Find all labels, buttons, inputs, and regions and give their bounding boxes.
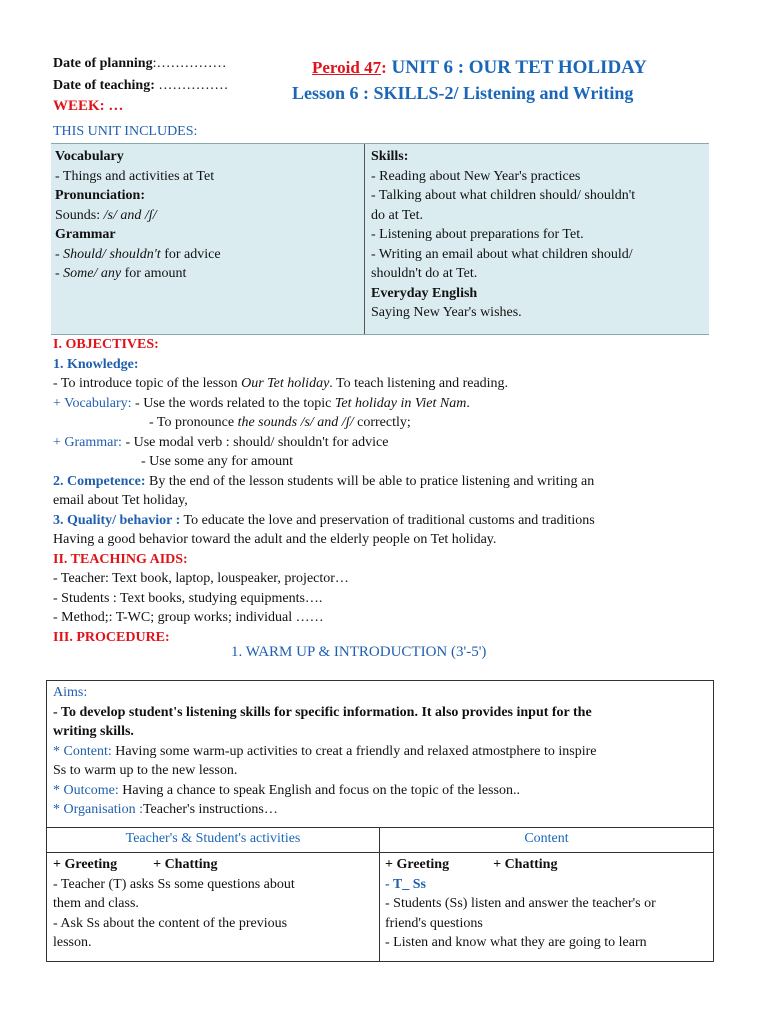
- t-ss-label: - T_ Ss: [385, 876, 426, 892]
- teaching-aid-item: - Method;: T-WC; group works; individual ……: [53, 610, 324, 625]
- competence-line-1: [53, 472, 713, 492]
- competence-line-2: email about Tet holiday,: [53, 493, 188, 508]
- knowledge-italic: Our Tet holiday: [241, 376, 330, 391]
- grammar-item-2-italic: Some/ any: [63, 266, 122, 281]
- organisation-label: * Organisation :: [53, 802, 143, 817]
- skills-line: - Talking about what children should/ shouldn't: [371, 188, 636, 203]
- week-label: WEEK: …: [53, 98, 124, 114]
- greeting-chatting-row: [53, 855, 375, 875]
- teaching-aids-heading: II. TEACHING AIDS:: [53, 551, 188, 567]
- col-header-content: Content: [524, 831, 569, 846]
- aims-label: Aims:: [53, 685, 88, 700]
- quality-label: 3. Quality/ behavior :: [53, 512, 181, 528]
- competence-text: By the end of the lesson students will be able to pratice listening and writing an: [145, 473, 595, 489]
- grammar-item-1-prefix: -: [55, 246, 64, 262]
- quality-text: To educate the love and preservation of traditional customs and traditions: [180, 512, 595, 528]
- activity-line: - Teacher (T) asks Ss some questions about: [53, 876, 295, 892]
- teaching-aid-item: - Students : Text books, studying equipments….: [53, 590, 323, 606]
- knowledge-line: [53, 374, 713, 394]
- quality-line-1: [53, 511, 713, 531]
- procedure-heading: III. PROCEDURE:: [53, 629, 170, 645]
- sounds-line: [55, 206, 361, 226]
- grammar-item-2: [55, 264, 361, 284]
- content-line-1: [53, 742, 707, 762]
- sounds-value: /s/ and /ʃ/: [103, 207, 157, 223]
- period-label: Peroid 47: [312, 58, 382, 77]
- date-planning-value: :……………: [152, 56, 227, 71]
- grammar-label: Grammar: [55, 227, 116, 242]
- vocab-label: + Vocabulary:: [53, 395, 132, 411]
- vocab-line-1-italic: Tet holiday in Viet Nam: [334, 395, 467, 411]
- activity-line: - Ask Ss about the content of the previous: [53, 915, 288, 931]
- knowledge-heading: 1. Knowledge:: [53, 356, 139, 372]
- unit-title: UNIT 6 : OUR TET HOLIDAY: [386, 57, 647, 78]
- teaching-aid-item: - Teacher: Text book, laptop, louspeaker, projector…: [53, 571, 349, 586]
- grammar-item-1-rest: for advice: [160, 246, 221, 262]
- skills-line: - Writing an email about what children should/: [371, 246, 633, 262]
- sounds-prefix: Sounds:: [55, 207, 104, 223]
- grammar-item-2-rest: for amount: [121, 266, 187, 281]
- grammar-item-1: [55, 245, 361, 265]
- greeting-label: + Greeting: [53, 857, 118, 872]
- objectives-heading: I. OBJECTIVES:: [53, 337, 159, 352]
- grammar-line-1: [53, 433, 713, 453]
- outcome-line: [53, 781, 707, 801]
- vocab-line-2-rest: correctly;: [353, 415, 411, 430]
- knowledge-rest: . To teach listening and reading.: [329, 376, 509, 391]
- greeting-label: + Greeting: [385, 857, 450, 872]
- aims-line-2: writing skills.: [53, 724, 134, 739]
- aims-line-1: - To develop student's listening skills for specific information. It also provides input for the: [53, 704, 592, 720]
- everyday-english-item: Saying New Year's wishes.: [371, 305, 522, 320]
- organisation-line: [53, 800, 707, 820]
- outcome-text: Having a chance to speak English and focus on the topic of the lesson..: [118, 782, 520, 798]
- date-teaching-value: ……………: [154, 78, 229, 93]
- organisation-text: Teacher's instructions…: [142, 802, 278, 817]
- everyday-english-label: Everyday English: [371, 285, 478, 301]
- chatting-label: + Chatting: [493, 857, 558, 872]
- objectives-section: [53, 335, 713, 647]
- grammar-item-1-italic: Should/ shouldn't: [63, 246, 161, 262]
- content-cell: [385, 855, 709, 953]
- content-label: * Content:: [53, 743, 112, 759]
- section-title: 1. WARM UP & INTRODUCTION (3'-5'): [231, 644, 487, 660]
- activities-table: [47, 827, 713, 961]
- pronunciation-label: Pronunciation:: [55, 188, 145, 203]
- vocab-line-1: [53, 394, 713, 414]
- activity-line: them and class.: [53, 896, 139, 911]
- page-title: [312, 57, 647, 79]
- col-header-activities: Teacher's & Student's activities: [125, 831, 301, 846]
- grammar-item-2-prefix: -: [55, 266, 64, 281]
- activities-cell: [53, 855, 375, 953]
- date-planning-label: Date of planning: [53, 56, 153, 71]
- skills-label: Skills:: [371, 149, 409, 164]
- date-of-teaching: [53, 78, 228, 94]
- skills-line: - Reading about New Year's practices: [371, 168, 581, 184]
- content-line: - Listen and know what they are going to learn: [385, 935, 647, 950]
- activities-divider: [379, 828, 380, 961]
- aims-box: [46, 680, 714, 962]
- content-line-2: Ss to warm up to the new lesson.: [53, 763, 238, 778]
- unit-includes-table: [51, 143, 709, 335]
- grammar-line-2: - Use some any for amount: [141, 454, 294, 469]
- knowledge-prefix: - To introduce topic of the lesson: [53, 376, 242, 391]
- date-teaching-label: Date of teaching:: [53, 78, 155, 93]
- vocab-line-1-rest: .: [466, 395, 470, 411]
- vocab-line-2-prefix: - To pronounce: [149, 415, 238, 430]
- unit-includes-heading: THIS UNIT INCLUDES:: [53, 124, 198, 139]
- content-text: Having some warm-up activities to creat a friendly and relaxed atmostphere to inspire: [111, 743, 597, 759]
- skills-line: shouldn't do at Tet.: [371, 266, 478, 281]
- chatting-label: + Chatting: [153, 857, 218, 872]
- skills-line: - Listening about preparations for Tet.: [371, 227, 584, 242]
- grammar-line-1-text: - Use modal verb : should/ shouldn't for advice: [121, 434, 389, 450]
- competence-label: 2. Competence:: [53, 473, 146, 489]
- vocab-line-2-italic: the sounds /s/ and /ʃ/: [237, 415, 354, 430]
- quality-line-2: Having a good behavior toward the adult and the elderly people on Tet holiday.: [53, 532, 497, 547]
- skills-line: do at Tet.: [371, 207, 424, 223]
- aims-content: [53, 683, 707, 820]
- vocabulary-label: Vocabulary: [55, 149, 124, 164]
- vocabulary-item: - Things and activities at Tet: [55, 168, 215, 184]
- activity-line: lesson.: [53, 935, 92, 950]
- table-divider: [364, 144, 365, 334]
- lesson-title: Lesson 6 : SKILLS-2/ Listening and Writing: [292, 83, 634, 103]
- outcome-label: * Outcome:: [53, 782, 119, 798]
- vocab-line-2: [53, 413, 713, 433]
- period-sep: :: [381, 58, 387, 77]
- grammar-obj-label: + Grammar:: [53, 434, 122, 450]
- vocab-line-1-prefix: - Use the words related to the topic: [131, 395, 335, 411]
- unit-includes-left: [55, 147, 361, 284]
- date-of-planning: [53, 56, 226, 72]
- unit-includes-right: [371, 147, 707, 323]
- content-line: friend's questions: [385, 915, 483, 931]
- content-line: - Students (Ss) listen and answer the teacher's or: [385, 896, 656, 911]
- greeting-chatting-row: [385, 855, 709, 875]
